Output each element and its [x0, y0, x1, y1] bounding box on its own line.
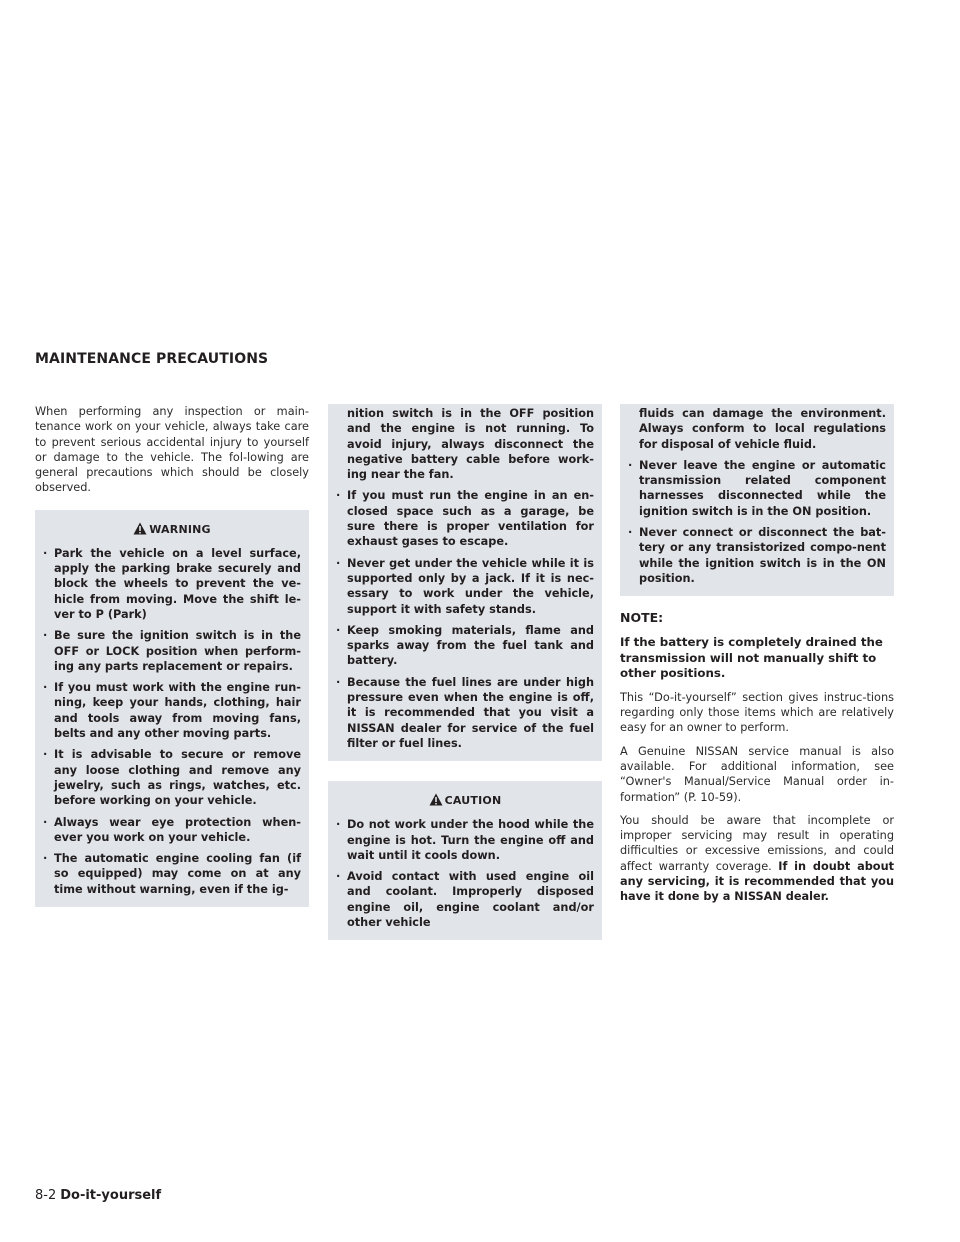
caution-box-continued — [620, 404, 894, 596]
note-paragraph-2: A Genuine NISSAN service manual is also available. For additional information, see “Owner's Manual/Service Manual order in-formation” (P. 10-59). — [620, 744, 894, 804]
page-footer — [35, 1188, 161, 1203]
page-number: 8-2 — [35, 1188, 57, 1203]
list-item: · Because the fuel lines are under high pressure even when the engine is off, it is recommended that you visit a NISSAN dealer for service of the fuel filter or fuel lines. — [336, 675, 594, 750]
caution-list-continued — [628, 458, 886, 586]
list-item: · Never get under the vehicle while it is supported only by a jack. If it is nec-essary to work under the vehicle, support it with safety stands. — [336, 556, 594, 616]
warning-box — [35, 510, 309, 907]
note-bold-text: If the battery is completely drained the transmission will not manually shift to other positions. — [620, 635, 883, 681]
warning-box-continued — [328, 404, 602, 761]
list-item: · It is advisable to secure or remove any loose clothing and remove any jewelry, such as rings, watches, etc. before working on your vehicle. — [43, 748, 301, 808]
note-paragraph-1: This “Do-it-yourself” section gives instruc-tions regarding only those items which are relatively easy for an owner to perform. — [620, 690, 894, 735]
warning-title: WARNING — [149, 522, 211, 536]
caution-box — [328, 781, 602, 940]
caution-heading — [336, 789, 594, 817]
list-item: · Do not work under the hood while the engine is hot. Turn the engine off and wait until it cools down. — [336, 818, 594, 862]
intro-paragraph: When performing any inspection or main-tenance work on your vehicle, always take care to prevent serious accidental injury to yourself or damage to the vehicle. The fol-lowing are general precautions which should be closely observed. — [35, 405, 309, 495]
footer-section-name: Do-it-yourself — [60, 1188, 162, 1203]
warning-heading — [43, 518, 301, 546]
note-paragraph-3: You should be aware that incomplete or improper servicing may result in operating difficulties or excessive emissions, and could affect warranty coverage. If in doubt about any servicing, it is recommended that you have it done by a NISSAN dealer. — [620, 813, 895, 904]
list-item: · Keep smoking materials, flame and sparks away from the fuel tank and battery. — [336, 623, 594, 668]
list-item: · Always wear eye protection when-ever you work on your vehicle. — [43, 815, 301, 844]
list-item: · If you must run the engine in an en-closed space such as a garage, be sure there is proper ventilation for exhaust gases to escape. — [336, 489, 594, 549]
warning-continued-text: nition switch is in the OFF position and the engine is not running. To avoid injury, always disconnect the negative battery cable before work-ing near the fan. — [347, 407, 594, 482]
list-item: · Never leave the engine or automatic transmission related component harnesses disconnected while the ignition switch is in the ON position. — [628, 458, 886, 518]
warning-list — [43, 546, 301, 897]
note-heading: NOTE: — [620, 610, 664, 626]
warning-triangle-icon — [429, 793, 443, 806]
list-item: · The automatic engine cooling fan (if so equipped) may come on at any time without warning, even if the ig- — [43, 852, 301, 896]
caution-title: CAUTION — [444, 794, 502, 808]
list-item: · If you must work with the engine run-ning, keep your hands, clothing, hair and tools away from moving fans, belts and any other moving parts. — [43, 681, 301, 741]
column-1 — [35, 404, 309, 907]
list-item: · Be sure the ignition switch is in the OFF or LOCK position when perform-ing any parts replacement or repairs. — [43, 629, 301, 673]
warning-triangle-icon — [133, 522, 147, 535]
list-item: · Park the vehicle on a level surface, apply the parking brake securely and block the wheels to prevent the ve-hicle from moving. Move the shift le-ver to P (Park) — [43, 546, 301, 621]
list-item: · Never connect or disconnect the bat-tery or any transistorized compo-nent while the ignition switch is in the ON position. — [628, 526, 886, 585]
section-title: MAINTENANCE PRECAUTIONS — [35, 351, 269, 367]
warning-list-continued — [336, 488, 594, 751]
column-3 — [620, 404, 894, 913]
caution-list — [336, 817, 594, 930]
note-paragraph-3-bold: If in doubt about any servicing, it is recommended that you have it done by a NISSAN dealer. — [620, 859, 895, 904]
list-item: · Avoid contact with used engine oil and coolant. Improperly disposed engine oil, engine coolant and/or other vehicle — [336, 870, 594, 930]
caution-continued-text: fluids can damage the environment. Always conform to local regulations for disposal of vehicle fluid. — [639, 407, 886, 451]
column-2 — [328, 404, 602, 940]
